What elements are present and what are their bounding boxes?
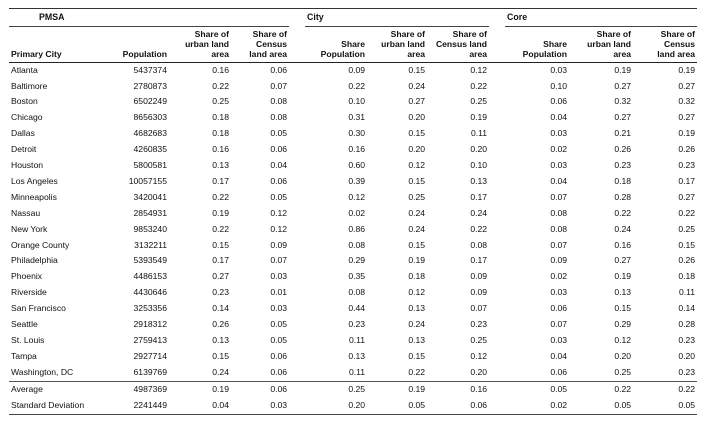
table-cell: 0.15 [614, 303, 632, 314]
table-cell: 0.28 [678, 319, 696, 330]
table-cell: 0.17 [678, 175, 696, 186]
table-cell: 5437374 [133, 64, 167, 75]
table-cell: 0.23 [212, 287, 229, 298]
group-pmsa: PMSA [9, 9, 289, 27]
table-cell: 0.39 [348, 175, 366, 186]
table-cell: 0.22 [614, 207, 632, 218]
col-city-share-population: Share Population [305, 27, 367, 63]
table-cell: 0.02 [348, 207, 366, 218]
table-cell: 0.04 [550, 175, 568, 186]
table-cell: 0.22 [678, 207, 696, 218]
table-cell: 0.16 [212, 144, 229, 155]
table-row [9, 94, 697, 110]
table-cell: 5393549 [133, 255, 167, 266]
table-cell: 0.16 [614, 239, 632, 250]
col-core-share-urban-land: Share of urban land area [569, 27, 633, 63]
table-cell: 2241449 [109, 398, 169, 414]
table-cell: 0.03 [270, 271, 288, 282]
table-cell: 0.14 [212, 303, 229, 314]
col-pmsa-share-census-land: Share of Census land area [231, 27, 289, 63]
table-cell: 0.35 [348, 271, 366, 282]
table-cell: 0.19 [614, 271, 632, 282]
table-cell: 0.17 [212, 255, 229, 266]
table-cell: 4430646 [133, 287, 167, 298]
table-cell: 0.07 [270, 255, 288, 266]
table-cell: 6139769 [133, 366, 167, 377]
row-label: New York [11, 223, 48, 234]
table-cell: 0.24 [408, 207, 426, 218]
table-row [9, 174, 697, 190]
table-cell: 0.20 [614, 350, 632, 361]
col-pmsa-share-urban-land: Share of urban land area [169, 27, 231, 63]
table-cell: 0.10 [348, 96, 366, 107]
table-row [9, 110, 697, 126]
table-cell: 0.13 [614, 287, 632, 298]
table-cell: 0.10 [470, 160, 488, 171]
table-cell: 0.86 [348, 223, 366, 234]
table-cell: 0.25 [305, 381, 367, 397]
table-cell: 0.03 [270, 303, 288, 314]
table-cell: 0.11 [348, 335, 366, 346]
table-body [9, 62, 697, 414]
table-cell: 0.25 [678, 223, 696, 234]
group-city: City [305, 9, 489, 27]
table-cell: 0.16 [427, 381, 489, 397]
row-label: Seattle [11, 319, 38, 330]
table-cell: 0.12 [470, 350, 488, 361]
table-cell: 0.27 [212, 271, 229, 282]
row-label: Average [9, 381, 109, 397]
table-cell: 0.12 [348, 191, 366, 202]
table-cell: 0.08 [550, 223, 568, 234]
table-cell: 0.19 [614, 64, 632, 75]
table-cell: 0.23 [678, 366, 696, 377]
table-cell: 0.08 [470, 239, 488, 250]
table-cell: 0.22 [633, 381, 697, 397]
table-cell: 0.13 [408, 303, 426, 314]
table-cell: 0.06 [270, 366, 288, 377]
table-cell: 0.23 [678, 160, 696, 171]
column-header-row [9, 27, 697, 63]
table-cell: 0.03 [550, 287, 568, 298]
table-cell: 0.07 [550, 319, 568, 330]
table-cell: 0.09 [550, 255, 568, 266]
table-cell: 0.15 [408, 64, 426, 75]
col-core-share-population: Share Population [505, 27, 569, 63]
row-label: San Francisco [11, 303, 66, 314]
row-label: Los Angeles [11, 175, 58, 186]
table-cell: 0.32 [678, 96, 696, 107]
table-cell: 0.18 [408, 271, 426, 282]
table-cell: 0.10 [550, 80, 568, 91]
table-cell: 0.25 [408, 191, 426, 202]
table-cell: 0.29 [348, 255, 366, 266]
table-row [9, 253, 697, 269]
table-cell: 0.22 [470, 80, 488, 91]
row-label: Orange County [11, 239, 70, 250]
table-cell: 10057155 [128, 175, 167, 186]
table-cell: 0.06 [427, 398, 489, 414]
table-cell: 0.16 [348, 144, 366, 155]
table-cell: 0.05 [505, 381, 569, 397]
table-cell: 0.20 [408, 144, 426, 155]
table-cell: 0.19 [169, 381, 231, 397]
table-cell: 0.22 [212, 80, 229, 91]
table-cell: 0.05 [270, 128, 288, 139]
table-cell: 0.24 [614, 223, 632, 234]
table-cell: 0.27 [678, 191, 696, 202]
table-cell: 0.15 [678, 239, 696, 250]
table-cell: 0.12 [408, 287, 426, 298]
table-cell: 0.24 [408, 80, 426, 91]
table-cell: 0.05 [270, 191, 288, 202]
row-label: Chicago [11, 112, 43, 123]
table-cell: 0.09 [470, 287, 488, 298]
table-cell: 0.15 [408, 175, 426, 186]
table-cell: 0.24 [408, 319, 426, 330]
table-cell: 0.03 [550, 160, 568, 171]
table-cell: 0.07 [270, 80, 288, 91]
table-cell: 0.03 [550, 128, 568, 139]
table-cell: 0.20 [470, 144, 488, 155]
table-cell: 0.20 [678, 350, 696, 361]
col-core-share-census-land: Share of Census land area [633, 27, 697, 63]
table-cell: 0.25 [212, 96, 229, 107]
table-cell: 0.07 [550, 239, 568, 250]
table-row [9, 301, 697, 317]
table-cell: 0.01 [270, 287, 288, 298]
table-cell: 0.13 [408, 335, 426, 346]
col-city-share-urban-land: Share of urban land area [367, 27, 427, 63]
table-cell: 0.12 [470, 64, 488, 75]
table-cell: 0.24 [408, 223, 426, 234]
table-cell: 0.19 [678, 64, 696, 75]
table-cell: 0.22 [212, 223, 229, 234]
table-cell: 0.26 [678, 255, 696, 266]
table-cell: 0.28 [614, 191, 632, 202]
row-label: Dallas [11, 128, 35, 139]
table-cell: 0.23 [470, 319, 488, 330]
table-cell: 0.15 [408, 350, 426, 361]
row-label: Riverside [11, 287, 47, 298]
table-cell: 0.24 [212, 366, 229, 377]
row-label: Baltimore [11, 80, 48, 91]
table-cell: 0.13 [212, 335, 229, 346]
table-cell: 0.29 [614, 319, 632, 330]
table-cell: 0.20 [470, 366, 488, 377]
table-cell: 0.15 [212, 239, 229, 250]
table-cell: 2854931 [133, 207, 167, 218]
table-cell: 0.18 [212, 112, 229, 123]
table-cell: 0.11 [470, 128, 488, 139]
table-cell: 0.20 [305, 398, 367, 414]
table-row [9, 206, 697, 222]
table-cell: 0.23 [678, 335, 696, 346]
table-cell: 0.27 [614, 112, 632, 123]
row-label: St. Louis [11, 335, 45, 346]
table-cell: 0.06 [550, 303, 568, 314]
table-cell: 0.27 [614, 255, 632, 266]
table-row [9, 79, 697, 95]
table-row [9, 238, 697, 254]
table-cell: 0.26 [212, 319, 229, 330]
table-cell: 0.08 [270, 96, 288, 107]
table-cell: 0.05 [633, 398, 697, 414]
table-cell: 0.25 [614, 366, 632, 377]
table-cell: 0.25 [470, 96, 488, 107]
table-cell: 4486153 [133, 271, 167, 282]
table-cell: 0.11 [348, 366, 366, 377]
table-row [9, 62, 697, 78]
table-cell: 0.07 [550, 191, 568, 202]
row-label: Nassau [11, 207, 41, 218]
table-row [9, 222, 697, 238]
table-row [9, 365, 697, 381]
summary-row [9, 398, 697, 414]
row-label: Detroit [11, 144, 37, 155]
table-cell: 0.24 [470, 207, 488, 218]
table-cell: 0.13 [470, 175, 488, 186]
table-cell: 0.22 [348, 80, 366, 91]
table-cell: 4682683 [133, 128, 167, 139]
table-cell: 0.30 [348, 128, 366, 139]
row-label: Tampa [11, 350, 37, 361]
table-cell: 0.27 [678, 112, 696, 123]
table-cell: 0.02 [550, 271, 568, 282]
col-population: Population [109, 27, 169, 63]
table-row [9, 269, 697, 285]
col-primary-city: Primary City [9, 27, 109, 63]
row-label: Atlanta [11, 64, 38, 75]
table-cell: 0.19 [470, 112, 488, 123]
table-cell: 4987369 [109, 381, 169, 397]
table-cell: 0.12 [614, 335, 632, 346]
table-cell: 0.15 [408, 239, 426, 250]
table-cell: 0.18 [614, 175, 632, 186]
table-cell: 0.27 [678, 80, 696, 91]
table-cell: 0.17 [212, 175, 229, 186]
table-cell: 2759413 [133, 335, 167, 346]
table-row [9, 142, 697, 158]
row-label: Houston [11, 160, 44, 171]
table-cell: 0.19 [212, 207, 229, 218]
table-cell: 0.03 [550, 64, 568, 75]
table-cell: 3420041 [133, 191, 167, 202]
table-cell: 0.06 [270, 144, 288, 155]
table-cell: 0.13 [348, 350, 366, 361]
table-cell: 0.04 [169, 398, 231, 414]
table-cell: 0.20 [408, 112, 426, 123]
table-cell: 0.05 [367, 398, 427, 414]
table-cell: 0.05 [569, 398, 633, 414]
table-cell: 6502249 [133, 96, 167, 107]
table-cell: 0.06 [270, 175, 288, 186]
table-cell: 0.60 [348, 160, 366, 171]
table-cell: 0.02 [550, 144, 568, 155]
table-cell: 0.23 [348, 319, 366, 330]
table-cell: 0.05 [270, 335, 288, 346]
table-cell: 0.08 [348, 287, 366, 298]
table-cell: 0.06 [550, 366, 568, 377]
table-cell: 0.06 [231, 381, 289, 397]
table-cell: 0.04 [270, 160, 288, 171]
table-cell: 0.14 [678, 303, 696, 314]
table-cell: 0.12 [270, 223, 288, 234]
table-cell: 0.15 [212, 350, 229, 361]
table-cell: 0.22 [408, 366, 426, 377]
table-cell: 5800581 [133, 160, 167, 171]
table-cell: 0.07 [470, 303, 488, 314]
table-row [9, 126, 697, 142]
table-cell: 8656303 [133, 112, 167, 123]
table-cell: 0.18 [212, 128, 229, 139]
table-cell: 2780873 [133, 80, 167, 91]
table-cell: 0.23 [614, 160, 632, 171]
table-row [9, 158, 697, 174]
table-cell: 0.03 [231, 398, 289, 414]
group-core: Core [505, 9, 697, 27]
table-cell: 0.09 [470, 271, 488, 282]
row-label: Standard Deviation [9, 398, 109, 414]
table-cell: 0.04 [550, 112, 568, 123]
table-row [9, 317, 697, 333]
table-cell: 0.02 [505, 398, 569, 414]
row-label: Minneapolis [11, 191, 57, 202]
table-cell: 0.22 [212, 191, 229, 202]
table-cell: 0.15 [408, 128, 426, 139]
table-cell: 0.22 [569, 381, 633, 397]
table-cell: 0.19 [408, 255, 426, 266]
table-cell: 0.25 [470, 335, 488, 346]
table-cell: 0.12 [408, 160, 426, 171]
table-cell: 0.31 [348, 112, 366, 123]
table-cell: 0.06 [270, 64, 288, 75]
table-cell: 9853240 [133, 223, 167, 234]
table-cell: 0.08 [550, 207, 568, 218]
table-cell: 0.26 [678, 144, 696, 155]
row-label: Boston [11, 96, 38, 107]
table-cell: 0.32 [614, 96, 632, 107]
table-cell: 0.04 [550, 350, 568, 361]
table-cell: 0.21 [614, 128, 632, 139]
table-cell: 0.09 [348, 64, 366, 75]
table-cell: 0.06 [550, 96, 568, 107]
row-label: Philadelphia [11, 255, 58, 266]
table-row [9, 349, 697, 365]
table-cell: 0.19 [678, 128, 696, 139]
summary-row [9, 381, 697, 397]
table-cell: 0.11 [678, 287, 696, 298]
table-cell: 0.44 [348, 303, 366, 314]
table-row [9, 333, 697, 349]
table-cell: 3253356 [133, 303, 167, 314]
table-cell: 0.06 [270, 350, 288, 361]
table-cell: 0.08 [348, 239, 366, 250]
table-cell: 0.26 [614, 144, 632, 155]
table-cell: 0.12 [270, 207, 288, 218]
table-cell: 0.16 [212, 64, 229, 75]
col-city-share-census-land: Share of Census land area [427, 27, 489, 63]
table-cell: 0.17 [470, 255, 488, 266]
table-cell: 0.27 [614, 80, 632, 91]
table-cell: 0.08 [270, 112, 288, 123]
table-cell: 0.27 [408, 96, 426, 107]
table-cell: 0.05 [270, 319, 288, 330]
table-cell: 0.19 [367, 381, 427, 397]
table-cell: 2918312 [133, 319, 167, 330]
table-cell: 0.22 [470, 223, 488, 234]
row-label: Washington, DC [11, 366, 74, 377]
table-cell: 2927714 [133, 350, 167, 361]
table-cell: 3132211 [134, 239, 167, 250]
table-row [9, 190, 697, 206]
table-cell: 0.17 [470, 191, 488, 202]
table-row [9, 285, 697, 301]
table-cell: 0.18 [678, 271, 696, 282]
table-cell: 0.13 [212, 160, 229, 171]
group-header-row [9, 9, 697, 27]
row-label: Phoenix [11, 271, 43, 282]
table-cell: 0.03 [550, 335, 568, 346]
table-cell: 4260835 [133, 144, 167, 155]
table-cell: 0.09 [270, 239, 288, 250]
data-table [9, 8, 697, 415]
